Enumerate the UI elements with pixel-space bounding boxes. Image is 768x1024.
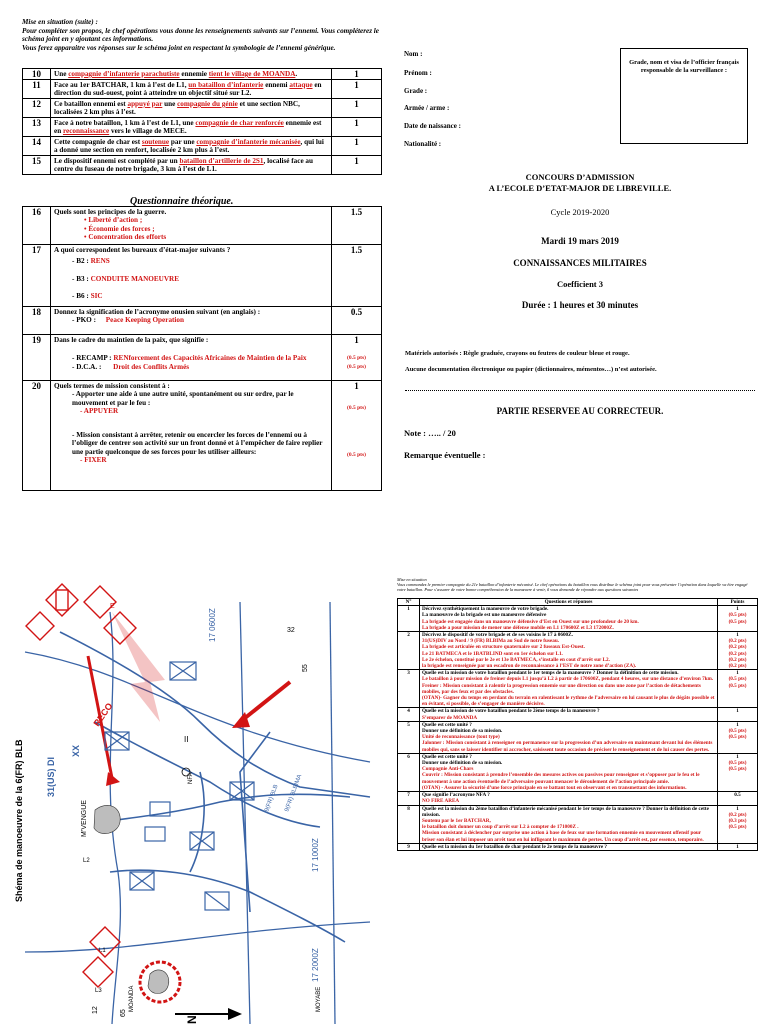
label-31usdi: 31(US) DI: [46, 756, 56, 797]
note-field: Note : ….. / 20: [404, 428, 456, 438]
label-ii: II: [184, 735, 189, 744]
enemy-row: [23, 137, 382, 156]
answer-row: [398, 632, 758, 670]
field-prenom: Prénom :: [404, 69, 432, 77]
pko-answer: - PKO : Peace Keeping Operation: [72, 316, 185, 325]
row-points: 1 (0.5 pts) (0.5 pts): [718, 606, 758, 632]
theory-title: Questionnaire théorique.: [130, 196, 234, 207]
question-18: [23, 307, 382, 335]
label-mvengue: M’VENGUE: [81, 800, 88, 837]
enemy-row: [23, 69, 382, 80]
answer-cell: [420, 843, 718, 850]
row-points: 1 (0.5 pts) (0.5 pts): [718, 670, 758, 708]
answer-row: [398, 805, 758, 843]
label-blbima: 9(FR) BLBIMA: [284, 773, 304, 813]
answer-cell: [420, 753, 718, 791]
enemy-unit-diamond: [26, 612, 54, 640]
answer-line: Couvrir : Mission consistant à prendre l’ensemble des mesures actives ou passives pour renseigner et s’opposer par le feu et le mouvement à une action éventuelle de l’adversaire pouvant menacer le déroulement de l’action principale amie.: [422, 772, 700, 785]
intro-title: Mise en situation (suite) :: [22, 18, 98, 26]
exam-cycle: Cycle 2019-2020: [550, 207, 610, 217]
field-armee: Armée / arme :: [404, 104, 450, 112]
answer-line: (OTAN)- Gagner du temps en perdant du terrain en ralentissant le rythme de l’adversaire en lui causant le plus de dégâts possible et en évitant, si possible, de s’engager de manière décisive.: [422, 695, 715, 708]
grid-32: 32: [287, 627, 295, 634]
sub-points: (0.5 pts): [347, 363, 366, 370]
row-points: 1 (0.2 pts) (0.3 pts) (0.5 pts): [718, 805, 758, 843]
row-points: 1: [332, 137, 382, 156]
answer-question: Décrivez le dispositif de votre brigade et de ses voisins le 17 à 0600Z.: [422, 632, 573, 639]
row-number: 4: [398, 708, 420, 721]
answer-cell: [420, 721, 718, 753]
row-number: 13: [23, 118, 51, 137]
roads: [60, 632, 370, 942]
field-grade: Grade :: [404, 87, 428, 95]
sub-points: (0.5 pts): [728, 766, 747, 773]
answer-question-2: Donner une définition de sa mission.: [422, 728, 503, 735]
answer-row: [398, 670, 758, 708]
sub-points: (0.5 pts): [728, 612, 747, 619]
answer-question: Décrivez synthétiquement la manœuvre de votre brigade.: [422, 606, 549, 613]
answer-3: • Concentration des efforts: [84, 232, 167, 241]
answer-line: Compagnie Anti-Chars: [422, 766, 474, 773]
row-number: 12: [23, 99, 51, 118]
sub-answer-1: - APPUYER: [80, 406, 119, 415]
map-side-title: Shéma de manoeuvre de la 6(FR) BLB: [14, 739, 24, 902]
field-naissance: Date de naissance :: [404, 122, 461, 130]
sub-points: (0.5 pts): [728, 676, 747, 683]
road-center: [100, 794, 350, 822]
intro-line-2: Pour compléter son propos, le chef opérations vous donne les renseignements suivants sur l’ennemi. Vous compléterez le schéma joint en y ajoutant ces informations.: [22, 26, 379, 43]
sub-points: (0.5 pts): [347, 355, 366, 362]
svg-text:N: N: [185, 1015, 199, 1024]
bureau-b3: - B3 : CONDUITE MANOEUVRE: [72, 274, 180, 283]
grid-65: 65: [120, 1009, 127, 1017]
sub-question-1: - Apporter une aide à une autre unité, spontanément ou sur ordre, par le mouvement et par le feu :: [72, 390, 294, 407]
recamp-answer: - RECAMP : RENforcement des Capacités Africaines de Maintien de la Paix: [72, 354, 307, 363]
row-points: 0.5: [718, 792, 758, 805]
answer-question-2: La manœuvre de la brigade est une manœuvre défensive: [422, 612, 547, 619]
question-cell: [51, 307, 332, 335]
row-points: 1: [332, 69, 382, 80]
rules: [405, 350, 755, 374]
row-number: 1: [398, 606, 420, 632]
answer-question: Quelle est la mission de votre bataillon pendant le 1er temps de la manœuvre ? Donner la définition de cette mission.: [422, 670, 679, 677]
answer-line: La brigade est articulée en structure quaternaire sur 2 fuseaux Est-Ouest.: [422, 644, 585, 651]
sub-question-2: - Mission consistant à arrêter, retenir ou encercler les forces de l’ennemi ou à l’obliger de centrer son activité sur un front donné et à l’empêcher de faire replier une partie quelconque de ses forces pour les utiliser ailleurs:: [72, 431, 323, 456]
answers-header: [398, 599, 758, 606]
river-1: [190, 772, 204, 872]
answer-line: (OTAN) - Assurer la sécurité d’une force principale en se battant tout en observant et en transmettant des informations.: [422, 784, 687, 791]
question-17: [23, 245, 382, 307]
sub-points: (0.2 pts): [728, 638, 747, 645]
question-cell: [51, 245, 332, 307]
sub-points: (0.5 pts): [728, 728, 747, 735]
row-number: 6: [398, 753, 420, 791]
answer-question: Quelle est la mission du 1er bataillon de char pendant le 2e temps de la manœuvre ?: [422, 843, 608, 850]
question-text: Quels sont les principes de la guerre.: [54, 208, 167, 216]
row-points: 1 (0.5 pts) (0.5 pts): [718, 721, 758, 753]
intro-text: [22, 18, 392, 52]
row-number: 10: [23, 69, 51, 80]
enemy-unit-diamond: [83, 957, 113, 987]
answer-question: Quelle est cette unité ?: [422, 721, 472, 728]
row-points: 1 (0.2 pts) (0.2 pts) (0.2 pts) (0.2 pts) (0.2 pts): [718, 632, 758, 670]
row-points: 1: [718, 708, 758, 721]
brigade-boundary: [25, 652, 370, 952]
dca-answer: - D.C.A. : Droit des Conflits Armés: [72, 362, 190, 371]
answer-row: [398, 753, 758, 791]
answer-cell: [420, 606, 718, 632]
road-south: [110, 870, 345, 942]
exam-title-2: A L’ECOLE D’ETAT-MAJOR DE LIBREVILLE.: [488, 183, 672, 193]
rule-1: Matériels autorisés : Règle graduée, crayons ou feutres de couleur bleue et rouge.: [405, 350, 630, 357]
header-cell: N°: [398, 599, 420, 606]
answer-line: Le bataillon à pour mission de freiner depuis L1 jusqu’à L2 à partir de 170600Z, pendant 4 heures, sur une distance d’environ 7km.: [422, 676, 714, 683]
enemy-arrow-1: [88, 656, 115, 778]
answer-line: Unité de reconnaissance (tout type): [422, 734, 500, 741]
north-arrow: [175, 1008, 242, 1024]
sub-points: (0.2 pts): [728, 650, 747, 657]
row-number: 11: [23, 80, 51, 99]
label-blb: 9(FR) BLB: [264, 783, 280, 813]
sub-points: (0.5 pts): [728, 760, 747, 767]
corrector-title: PARTIE RESERVEE AU CORRECTEUR.: [496, 406, 664, 416]
label-t1000: 17 1000Z: [311, 838, 320, 872]
points: 1.5: [332, 245, 382, 307]
sub-points: (0.5 pts): [728, 682, 747, 689]
enemy-unit-diamond: [46, 584, 78, 616]
points: 0.5: [332, 307, 382, 335]
label-l2: L2: [83, 858, 90, 864]
row-number: 9: [398, 843, 420, 850]
answer-cell: [420, 792, 718, 805]
answers-intro: Mise en situation Vous commandez le premier compagnie du 21e bataillon d’infanterie mécanisé. Le chef opérations du bataillon vous distribue le schéma joint pour vous présenter l’opération dans laquelle va être engagé votre bataillon. Pour s’assurer de votre bonne compréhension de la manœuvre à venir, il vous demande de répondre aux questions suivantes: [397, 577, 748, 592]
question-19: [23, 335, 382, 381]
question-number: 16: [23, 207, 51, 245]
label-t0600: 17 0600Z: [208, 608, 217, 642]
exam-coefficient: Coefficient 3: [556, 279, 604, 289]
points: 1.5: [332, 207, 382, 245]
label-e: E: [110, 603, 115, 610]
answer-line: Mission consistant à déclencher par surprise une action à base de feux sur une formation ennemie en mouvement offensif pour briser son élan et lui imposer un arrêt tout en lui infligeant le maximum de pertes. Un coup d’arrêt est, par essence, temporaire.: [422, 830, 704, 843]
answer-line: Freiner : Mission consistant à ralentir la progression ennemie sur une direction ou dans une zone par l’action de détachements mobiles, par des feux et par des obstacles.: [422, 682, 701, 695]
question-cell: [51, 381, 332, 491]
enemy-row: [23, 80, 382, 99]
question-number: 20: [23, 381, 51, 491]
exam-date: Mardi 19 mars 2019: [541, 236, 619, 246]
answer-question: Que signifie l’acronyme NFA ?: [422, 792, 490, 799]
row-text: Une compagnie d’infanterie parachutiste ennemie tient le village de MOANDA.: [51, 69, 332, 80]
enemy-table: [22, 68, 382, 175]
exam-duration: Durée : 1 heures et 30 minutes: [521, 300, 639, 310]
answer-line: La brigade est engagée dans un manœuvre défensive d’Est en Ouest sur une profondeur de 20 km.: [422, 618, 639, 625]
answer-line: Le 2e échelon, constitué par le 2e et 13e BATMECA, s’installe en cout d’arrêt sur L2.: [422, 656, 610, 663]
answer-question: Quelle est cette unité ?: [422, 753, 472, 760]
row-number: 2: [398, 632, 420, 670]
answer-row: [398, 708, 758, 721]
answer-line: La brigade a pour mission de mener une défense mobile en L1 170600Z et L3 172000Z.: [422, 624, 614, 631]
label-nfa: NFA: [188, 772, 194, 784]
field-nationalite: Nationalité :: [404, 140, 442, 148]
question-text: A quoi correspondent les bureaux d’état-major suivants ?: [54, 246, 231, 254]
answer-row: [398, 843, 758, 850]
answer-row: [398, 721, 758, 753]
row-number: 7: [398, 792, 420, 805]
label-moanda: MOANDA: [129, 985, 135, 1012]
points: 1 (0.5 pts) (0.5 pts): [332, 381, 382, 491]
answer-line: Jalonner : Mission consistant à renseigner en permanence sur la progression d’un adversaire en maintenant devant lui des éléments mobiles qui, sans se laisser identifier ni accrocher, saisissent toute occasion de préciser le renseignement et de lui causer des pertes.: [422, 740, 713, 753]
row-text: Le dispositif ennemi est complété par un bataillon d’artillerie de 2S1, localisé face au centre du fuseau de notre brigade, 3 km à l’est de L1.: [51, 156, 332, 175]
answer-line: Le 21 BATMECA et le 1BATBLIND sont en 1er échelon sur L1.: [422, 650, 563, 657]
row-number: 15: [23, 156, 51, 175]
row-points: 1: [332, 156, 382, 175]
row-number: 5: [398, 721, 420, 753]
sub-points: (0.2 pts): [728, 811, 747, 818]
question-number: 17: [23, 245, 51, 307]
answer-cell: [420, 708, 718, 721]
answer-cell: [420, 805, 718, 843]
answers-table: [397, 598, 758, 851]
grid-55: 55: [302, 664, 309, 672]
sub-points: (0.2 pts): [728, 644, 747, 651]
question-text: Quels termes de mission consistent à :: [54, 382, 170, 390]
answer-question-2: Donner une définition de sa mission.: [422, 760, 503, 767]
question-cell: [51, 335, 332, 381]
intro-line-3: Vous ferez apparaitre vos réponses sur le schéma joint en respectant la symbologie de l’ennemi générique.: [22, 43, 336, 52]
label-xx: XX: [71, 744, 81, 757]
sub-points: (0.5 pts): [728, 734, 747, 741]
sub-points: (0.2 pts): [728, 663, 747, 670]
row-points: 1: [332, 118, 382, 137]
answer-question: Quelle est la mission du 2ème bataillon d’infanterie mécanisé pendant le 1er temps de la manœuvre ? Donner la définition de cette mission.: [422, 805, 709, 818]
rule-2: Aucune documentation électronique ou papier (dictionnaires, mémentos…) n’est autorisée.: [405, 366, 657, 373]
answer-line: Soutenu par le 1er BATCHAR,: [422, 817, 491, 824]
header-cell: Questions et réponses: [420, 599, 718, 606]
row-number: 8: [398, 805, 420, 843]
row-number: 14: [23, 137, 51, 156]
remark-field: Remarque éventuelle :: [404, 450, 486, 460]
answer-row: [398, 792, 758, 805]
answer-cell: [420, 670, 718, 708]
row-text: Face à notre bataillon, 1 km à l’est de L1, une compagnie de char renforcée ennemie est en reconnaissance vers le village de MECE.: [51, 118, 332, 137]
answer-1: • Liberté d’action ;: [84, 216, 143, 225]
sub-points: (0.5 pts): [728, 824, 747, 831]
row-points: 1: [332, 80, 382, 99]
unit-box: [145, 827, 165, 841]
question-number: 19: [23, 335, 51, 381]
row-points: 1 (0.5 pts) (0.5 pts): [718, 753, 758, 791]
points: 1 (0.5 pts) (0.5 pts): [332, 335, 382, 381]
answer-line: la brigade est renseignée par un escadron de reconnaissance à l’EST de notre zone d’action (ZA).: [422, 663, 637, 670]
answer-line: S’emparer de MOANDA: [422, 714, 478, 721]
field-nom: Nom :: [404, 50, 423, 58]
answer-cell: [420, 632, 718, 670]
town-moanda: [148, 970, 169, 994]
supervisor-box: Grade, nom et visa de l’officier français responsable de la surveillance :: [620, 48, 748, 144]
question-number: 18: [23, 307, 51, 335]
sub-points: (0.5 pts): [728, 618, 747, 625]
answer-2: • Économie des forces ;: [84, 224, 155, 233]
exam-title-1: CONCOURS D’ADMISSION: [525, 172, 635, 182]
sub-points: (0.3 pts): [728, 817, 747, 824]
label-t2000: 17 2000Z: [311, 948, 320, 982]
enemy-attack-arrows: [88, 612, 290, 786]
label-moyabe: MOYABE: [316, 986, 322, 1012]
question-text: Donnez la signification de l’acronyme onusien suivant (en anglais) :: [54, 308, 261, 316]
enemy-arrow-2: [240, 682, 290, 722]
exam-subject: CONNAISSANCES MILITAIRES: [513, 258, 647, 268]
enemy-row: [23, 118, 382, 137]
sub-points: (0.2 pts): [728, 656, 747, 663]
label-l3: L3: [95, 988, 102, 994]
label-reco: RECO: [91, 701, 115, 729]
answer-line: NO FIRE AREA: [422, 798, 460, 805]
enemy-unit-diamond: [84, 586, 116, 618]
enemy-row: [23, 156, 382, 175]
answer-line: le bataillon doit donner un coup d’arrêt sur L2 à compter de 171000Z .: [422, 824, 579, 831]
question-text: Dans le cadre du maintien de la paix, que signifie :: [54, 336, 209, 344]
sub-answer-2: - FIXER: [80, 456, 107, 465]
header-cell: Points: [718, 599, 758, 606]
row-text: Cette compagnie de char est soutenue par une compagnie d’infanterie mécanisée, qui lui a donné une section en renfort, localisée 2 km plus à l’est.: [51, 137, 332, 156]
theory-table: [22, 206, 382, 491]
town-mvengue: [94, 805, 120, 833]
question-16: [23, 207, 382, 245]
row-text: Ce bataillon ennemi est appuyé par une compagnie du génie et une section NBC, localisées 2 km plus à l’est.: [51, 99, 332, 118]
question-20: [23, 381, 382, 491]
sub-points: (0.5 pts): [347, 405, 366, 412]
answer-row: [398, 606, 758, 632]
answer-question: Quelle est la mission de votre bataillon pendant le 2ème temps de la manœuvre ?: [422, 708, 600, 715]
row-text: Face au 1er BATCHAR, 1 km à l’est de L1, un bataillon d’infanterie ennemi attaque en direction du sud-ouest, point à atteindre un objectif situé sur L2.: [51, 80, 332, 99]
question-cell: [51, 207, 332, 245]
bureau-b2: - B2 : RENS: [72, 257, 110, 266]
label-l1: L1: [99, 948, 106, 954]
line-l3: [330, 602, 335, 1024]
sub-points: (0.5 pts): [347, 451, 366, 458]
grid-12: 12: [92, 1006, 99, 1014]
row-points: 1: [332, 99, 382, 118]
row-number: 3: [398, 670, 420, 708]
answer-line: 31(US)DIV au Nord / 9 (FR) BLBIMa au Sud de notre fuseau.: [422, 638, 560, 645]
line-l2: [240, 602, 250, 1024]
bureau-b6: - B6 : SIC: [72, 291, 103, 300]
row-points: 1: [718, 843, 758, 850]
maneuver-map: [0, 572, 380, 1024]
divider: [405, 390, 755, 391]
enemy-row: [23, 99, 382, 118]
